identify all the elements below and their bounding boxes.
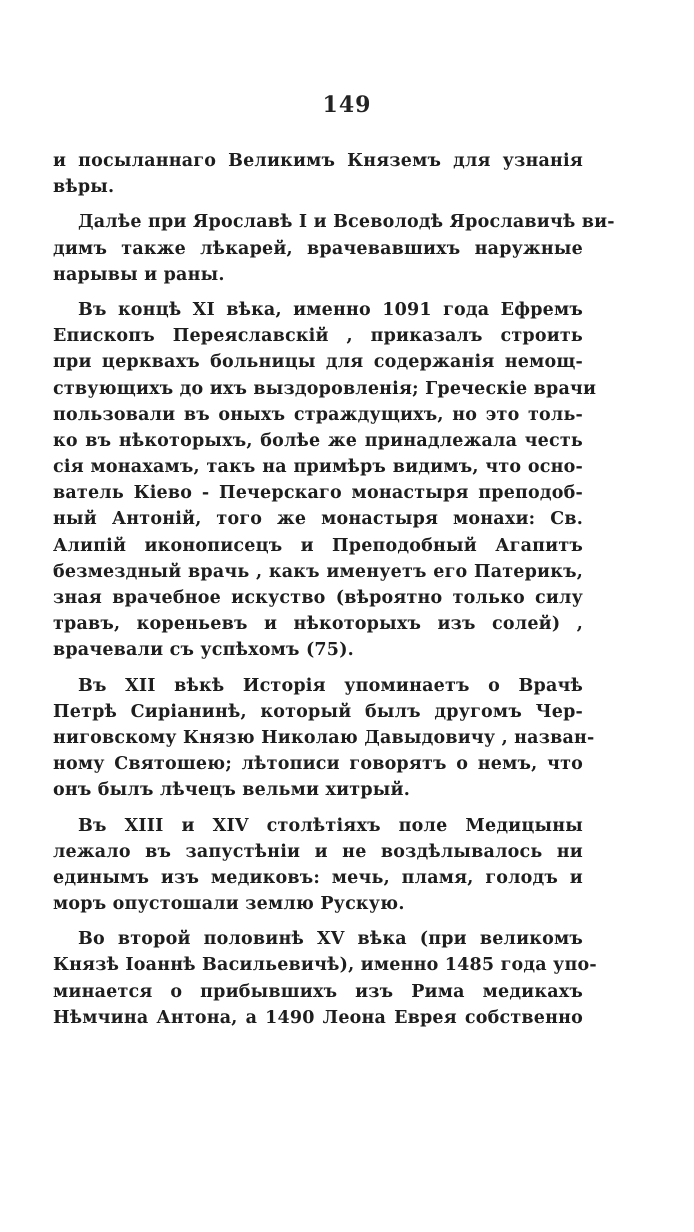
body-text (53, 148, 615, 1031)
text-line: Въ XII вѣкѣ Исторія упоминаетъ о Врачѣ (78, 675, 583, 696)
text-line: Князѣ Іоаннѣ Васильевичѣ), именно 1485 года упо- (53, 955, 597, 976)
text-line: ствующихъ до ихъ выздоровленія; Греческіе врачи (53, 378, 597, 399)
text-line: вѣры. (53, 177, 115, 198)
text-line: Въ концѣ XI вѣка, именно 1091 года Ефремъ (78, 299, 583, 320)
text-line: Далѣе при Ярославѣ I и Всеволодѣ Ярославичѣ ви- (78, 212, 615, 233)
text-line: сія монахамъ, такъ на примѣръ видимъ, что осно- (53, 457, 583, 478)
text-line: Алипій иконописецъ и Преподобный Агапитъ (53, 535, 583, 556)
text-line: пользовали въ оныхъ страждущихъ, но это толь- (53, 404, 583, 425)
text-line: димъ также лѣкарей, врачевавшихъ наружные (53, 238, 583, 259)
text-line: ватель Кіево - Печерскаго монастыря преподоб- (53, 483, 583, 504)
text-line: минается о прибывшихъ изъ Рима медикахъ (53, 981, 583, 1002)
text-line: ниговскому Князю Николаю Давыдовичу , назван- (53, 727, 595, 748)
text-line: нарывы и раны. (53, 264, 225, 285)
text-line: Епископъ Переяславскій , приказалъ строить (53, 326, 583, 347)
text-line: лежало въ запустѣніи и не воздѣлывалось ни (53, 841, 583, 862)
text-line: Петрѣ Сиріанинѣ, который былъ другомъ Чер- (53, 701, 583, 722)
text-line: моръ опустошали землю Рускую. (53, 894, 405, 915)
text-line: при церквахъ больницы для содержанія немощ- (53, 352, 583, 373)
text-line: Нѣмчина Антона, а 1490 Леона Еврея собственно (53, 1007, 583, 1028)
text-line: Въ XIII и XIV столѣтіяхъ поле Медицыны (78, 815, 583, 836)
text-line: ко въ нѣкоторыхъ, болѣе же принадлежала честь (53, 430, 583, 451)
text-line: зная врачебное искуство (вѣроятно только силу (53, 588, 583, 608)
text-line: ный Антоній, того же монастыря монахи: Св. (53, 509, 583, 530)
text-line: единымъ изъ медиковъ: мечь, пламя, голодъ и (53, 867, 583, 888)
text-line: врачевали съ успѣхомъ (75). (53, 640, 354, 661)
text-line: Во второй половинѣ XV вѣка (при великомъ (78, 929, 583, 950)
page-number: 149 (322, 92, 372, 118)
text-line: безмездный врачь , какъ именуетъ его Патерикъ, (53, 561, 583, 582)
text-line: ному Святошею; лѣтописи говорятъ о немъ, что (53, 754, 583, 775)
text-line: травъ, кореньевъ и нѣкоторыхъ изъ солей) , (53, 614, 583, 635)
text-line: и посыланнаго Великимъ Княземъ для узнанія (53, 151, 583, 171)
text-line: онъ былъ лѣчецъ вельми хитрый. (53, 780, 410, 801)
